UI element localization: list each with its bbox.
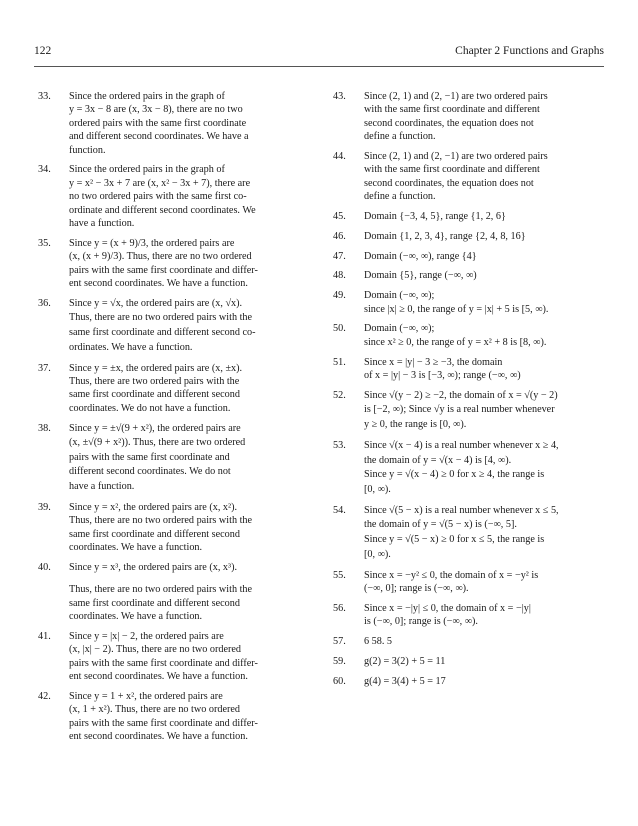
text-line: pairs with the same first coordinate and differ-	[69, 264, 258, 276]
problem-text	[364, 356, 605, 383]
problem-55	[333, 569, 605, 596]
problem-text	[364, 322, 605, 349]
problem-49	[333, 289, 605, 316]
text-line: since |x| ≥ 0, the range of y = |x| + 5 is [5, ∞).	[364, 303, 549, 315]
problem-number: 43.	[333, 91, 346, 102]
problem-50	[333, 322, 605, 349]
text-line: Since (2, 1) and (2, −1) are two ordered pairs	[364, 151, 548, 163]
problem-number: 39.	[38, 502, 51, 513]
text-line: coordinates. We have a function.	[69, 611, 203, 623]
problem-text	[364, 269, 605, 282]
problem-54	[333, 504, 605, 562]
problem-text	[364, 389, 605, 433]
text-line: (x, |x| − 2). Thus, there are no two ordered	[69, 644, 242, 656]
problem-text	[364, 90, 605, 144]
text-line: Since x = −y² ≤ 0, the domain of x = −y² is	[364, 569, 539, 581]
problem-number: 51.	[333, 356, 346, 368]
problem-number: 47.	[333, 250, 346, 262]
problem-text	[69, 237, 302, 291]
text-line: Domain (−∞, ∞);	[364, 290, 435, 302]
text-line: function.	[69, 144, 106, 156]
problem-52	[333, 389, 605, 433]
problem-text	[69, 90, 302, 157]
text-line: 6 58. 5	[364, 635, 393, 647]
chapter-title: Chapter 2 Functions and Graphs	[455, 45, 604, 57]
problem-number: 41.	[38, 631, 51, 643]
problem-47	[333, 250, 605, 263]
text-line: Since the ordered pairs in the graph of	[69, 164, 225, 176]
problem-text	[69, 362, 302, 416]
problem-number: 40.	[38, 562, 51, 574]
problem-number: 50.	[333, 323, 346, 335]
text-line: Since the ordered pairs in the graph of	[69, 91, 225, 102]
text-line: second coordinates, the equation does not	[364, 117, 534, 129]
text-line: ent second coordinates. We have a function.	[69, 731, 248, 743]
problem-number: 44.	[333, 151, 346, 163]
text-line: no two ordered pairs with the same first co-	[69, 191, 247, 203]
header-rule	[34, 66, 604, 67]
text-line: Since x = −|y| ≤ 0, the domain of x = −|y|	[364, 602, 531, 614]
text-line: y ≥ 0, the range is [0, ∞).	[364, 419, 467, 431]
problem-text	[364, 150, 605, 204]
text-line: with the same first coordinate and different	[364, 164, 540, 176]
problem-number: 49.	[333, 290, 346, 302]
problem-number: 59.	[333, 655, 346, 667]
text-line: is (−∞, 0]; range is (−∞, ∞).	[364, 616, 478, 628]
text-line: (x, ±√(9 + x²)). Thus, there are two ordered	[69, 437, 246, 449]
text-line: same first coordinate and different second	[69, 597, 240, 609]
text-line: Since y = x³, the ordered pairs are (x, x³).	[69, 562, 238, 574]
text-line: ordinate and different second coordinates. We	[69, 204, 256, 216]
problem-45	[333, 210, 605, 223]
problem-text	[69, 561, 302, 624]
problem-42	[38, 690, 302, 744]
problem-text	[364, 230, 605, 243]
problem-text	[364, 439, 605, 497]
text-line: (x, 1 + x²). Thus, there are no two ordered	[69, 704, 240, 716]
problem-number: 57.	[333, 635, 346, 647]
problem-number: 46.	[333, 230, 346, 242]
text-line: Since x = |y| − 3 ≥ −3, the domain	[364, 356, 503, 368]
problem-number: 33.	[38, 91, 51, 102]
text-line: same first coordinate and different second	[69, 389, 240, 401]
text-line: Since y = |x| − 2, the ordered pairs are	[69, 631, 224, 643]
text-line: the domain of y = √(x − 4) is [4, ∞).	[364, 454, 512, 466]
text-line: Domain (−∞, ∞);	[364, 323, 435, 335]
text-line: ordinates. We have a function.	[69, 341, 193, 353]
problem-51	[333, 356, 605, 383]
problem-number: 52.	[333, 389, 346, 401]
problem-39	[38, 501, 302, 555]
problem-57	[333, 635, 605, 648]
problem-text	[364, 655, 605, 668]
text-line: Since y = (x + 9)/3, the ordered pairs are	[69, 237, 235, 249]
problem-40	[38, 561, 302, 624]
problem-46	[333, 230, 605, 243]
text-line: y = x² − 3x + 7 are (x, x² − 3x + 7), there are	[69, 177, 251, 189]
problem-text	[69, 630, 302, 684]
problem-44	[333, 150, 605, 204]
problem-text	[69, 422, 302, 495]
text-line: Thus, there are no two ordered pairs with the	[69, 312, 253, 324]
text-line: ordered pairs with the same first coordinate	[69, 117, 247, 129]
page-number: 122	[34, 45, 52, 57]
problem-number: 45.	[333, 211, 346, 223]
problem-number: 60.	[333, 675, 346, 687]
problem-text	[364, 602, 605, 629]
text-line: different second coordinates. We do not	[69, 466, 231, 478]
problem-text	[364, 635, 605, 648]
text-line	[69, 574, 302, 583]
text-line: is [−2, ∞); Since √y is a real number whenever	[364, 404, 555, 416]
problem-number: 53.	[333, 440, 346, 451]
problem-number: 38.	[38, 422, 51, 434]
text-line: Since y = x², the ordered pairs are (x, x²).	[69, 502, 238, 513]
text-line: pairs with the same first coordinate and differ-	[69, 657, 258, 669]
text-line: Thus, there are two ordered pairs with the	[69, 376, 240, 388]
problem-number: 36.	[38, 297, 51, 309]
problem-53	[333, 439, 605, 497]
text-line: define a function.	[364, 191, 436, 203]
problem-text	[364, 569, 605, 596]
problem-number: 35.	[38, 237, 51, 249]
problem-number: 48.	[333, 270, 346, 282]
text-line: have a function.	[69, 481, 135, 493]
text-line: Since y = ±x, the ordered pairs are (x, ±x).	[69, 362, 243, 374]
text-line: Thus, there are no two ordered pairs with the	[69, 515, 253, 527]
text-line: Since y = 1 + x², the ordered pairs are	[69, 691, 223, 703]
text-line: since x² ≥ 0, the range of y = x² + 8 is [8, ∞).	[364, 336, 547, 348]
text-line: Since √(5 − x) is a real number whenever x ≤ 5,	[364, 504, 559, 516]
text-line: Domain (−∞, ∞), range {4}	[364, 250, 477, 262]
text-line: [0, ∞).	[364, 548, 391, 560]
text-line: have a function.	[69, 218, 135, 230]
text-line: same first coordinate and different second co-	[69, 327, 256, 339]
text-line: Since y = √x, the ordered pairs are (x, √x).	[69, 297, 243, 309]
problem-text	[364, 675, 605, 688]
text-line: Since y = √(x − 4) ≥ 0 for x ≥ 4, the range is	[364, 469, 545, 481]
problem-text	[364, 210, 605, 223]
text-line: Since √(x − 4) is a real number whenever x ≥ 4,	[364, 440, 559, 451]
problem-number: 37.	[38, 362, 51, 374]
problem-60	[333, 675, 605, 688]
text-line: the domain of y = √(5 − x) is (−∞, 5].	[364, 519, 517, 531]
text-line: Thus, there are no two ordered pairs with the	[69, 584, 253, 596]
problem-59	[333, 655, 605, 668]
text-line: g(4) = 3(4) + 5 = 17	[364, 675, 446, 687]
problem-41	[38, 630, 302, 684]
text-line: define a function.	[364, 131, 436, 143]
text-line: [0, ∞).	[364, 483, 391, 495]
problem-text	[69, 297, 302, 355]
right-column	[333, 90, 605, 694]
text-line: Since y = √(5 − x) ≥ 0 for x ≤ 5, the range is	[364, 533, 545, 545]
problem-text	[364, 250, 605, 263]
text-line: with the same first coordinate and different	[364, 104, 540, 116]
text-line: Since (2, 1) and (2, −1) are two ordered pairs	[364, 91, 548, 102]
problem-56	[333, 602, 605, 629]
text-line: Domain {5}, range (−∞, ∞)	[364, 270, 477, 282]
text-line: and different second coordinates. We have a	[69, 131, 249, 143]
text-line: ent second coordinates. We have a function.	[69, 278, 248, 290]
text-line: (x, (x + 9)/3). Thus, there are no two ordered	[69, 251, 252, 263]
text-line: ent second coordinates. We have a function.	[69, 671, 248, 683]
problem-number: 42.	[38, 691, 51, 703]
text-line: of x = |y| − 3 is [−3, ∞); range (−∞, ∞)	[364, 370, 521, 382]
text-line: coordinates. We do not have a function.	[69, 402, 231, 414]
left-column	[38, 90, 302, 750]
problem-37	[38, 362, 302, 416]
problem-43	[333, 90, 605, 144]
text-line: pairs with the same first coordinate and differ-	[69, 717, 258, 729]
problem-number: 34.	[38, 164, 51, 176]
text-line: same first coordinate and different second	[69, 528, 240, 540]
text-line: second coordinates, the equation does not	[364, 177, 534, 189]
text-line: Domain {−3, 4, 5}, range {1, 2, 6}	[364, 211, 506, 223]
problem-text	[69, 690, 302, 744]
problem-text	[69, 501, 302, 555]
problem-number: 55.	[333, 569, 346, 581]
text-line: Since √(y − 2) ≥ −2, the domain of x = √(y − 2)	[364, 389, 558, 401]
problem-34	[38, 163, 302, 230]
problem-35	[38, 237, 302, 291]
problem-33	[38, 90, 302, 157]
text-line: Domain {1, 2, 3, 4}, range {2, 4, 8, 16}	[364, 230, 526, 242]
text-line: coordinates. We have a function.	[69, 542, 203, 554]
problem-text	[69, 163, 302, 230]
text-line: g(2) = 3(2) + 5 = 11	[364, 655, 446, 667]
text-line: pairs with the same first coordinate and	[69, 451, 230, 463]
problem-number: 54.	[333, 504, 346, 516]
text-line: Since y = ±√(9 + x²), the ordered pairs are	[69, 422, 241, 434]
problem-48	[333, 269, 605, 282]
problem-text	[364, 504, 605, 562]
problem-text	[364, 289, 605, 316]
problem-38	[38, 422, 302, 495]
text-line: y = 3x − 8 are (x, 3x − 8), there are no two	[69, 104, 243, 116]
text-line: (−∞, 0]; range is (−∞, ∞).	[364, 582, 469, 594]
problem-number: 56.	[333, 602, 346, 614]
problem-36	[38, 297, 302, 355]
